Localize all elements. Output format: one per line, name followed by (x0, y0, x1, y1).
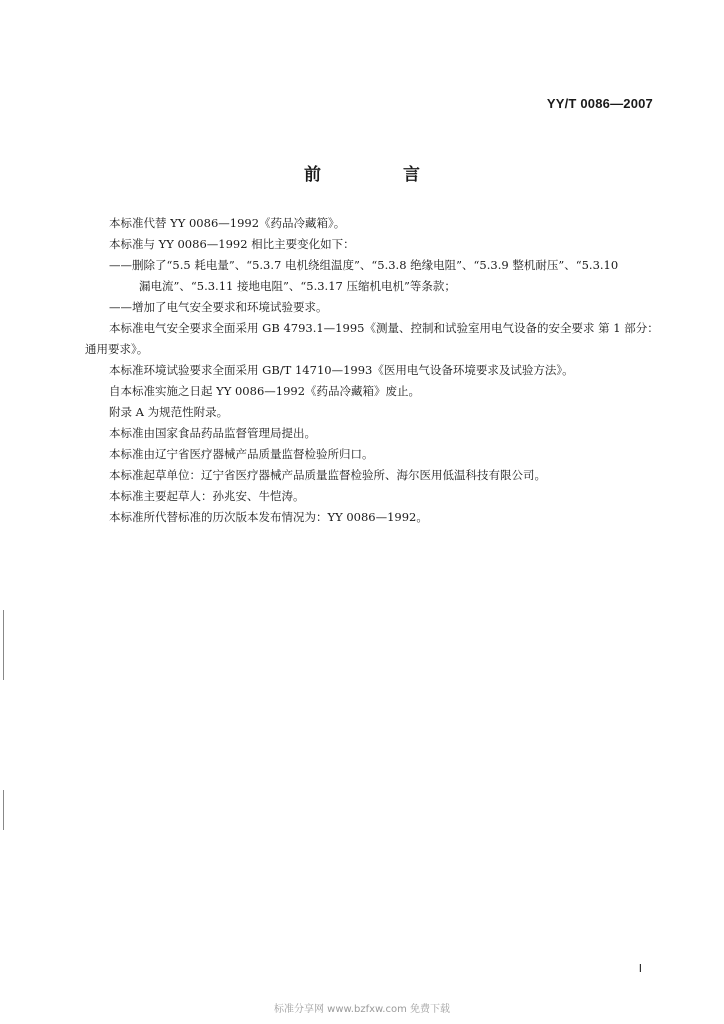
change-item-deleted-line2: 漏电流”、“5.3.11 接地电阻”、“5.3.17 压缩机电机”等条款； (139, 279, 456, 293)
change-item-added: ——增加了电气安全要求和环境试验要求。 (109, 300, 328, 314)
scan-edge-mark (3, 610, 4, 680)
paragraph-electrical-safety: 本标准电气安全要求全面采用 GB 4793.1—1995《测量、控制和试验室用电气设备的安全要求 第 1 部分：通用要求》。 (85, 321, 659, 356)
paragraph-centralized-by: 本标准由辽宁省医疗器械产品质量监督检验所归口。 (109, 447, 374, 461)
change-item-deleted (85, 255, 661, 297)
paragraph-drafters: 本标准主要起草人：孙兆安、牛恺涛。 (109, 489, 305, 503)
page-number: Ⅰ (638, 962, 642, 975)
paragraph-history: 本标准所代替标准的历次版本发布情况为：YY 0086—1992。 (109, 510, 428, 524)
paragraph-environment-test: 本标准环境试验要求全面采用 GB/T 14710—1993《医用电气设备环境要求及试验方法》。 (109, 363, 574, 377)
paragraph-annex: 附录 A 为规范性附录。 (109, 405, 229, 419)
paragraph-proposed-by: 本标准由国家食品药品监督管理局提出。 (109, 426, 316, 440)
change-item-deleted-line1: ——删除了“5.5 耗电量”、“5.3.7 电机绕组温度”、“5.3.8 绝缘电阻”、“5.3.9 整机耐压”、“5.3.10 (109, 258, 619, 272)
paragraph-drafting-units: 本标准起草单位：辽宁省医疗器械产品质量监督检验所、海尔医用低温科技有限公司。 (109, 468, 546, 482)
paragraph-changes-intro: 本标准与 YY 0086—1992 相比主要变化如下： (109, 237, 355, 251)
paragraph-replaces: 本标准代替 YY 0086—1992《药品冷藏箱》。 (109, 216, 346, 230)
footer-watermark[interactable]: 标准分享网 www.bzfxw.com 免费下载 (274, 1004, 450, 1015)
standard-number: YY/T 0086—2007 (546, 96, 653, 111)
foreword-body (85, 213, 661, 528)
page-title: 前 言 (304, 165, 458, 185)
scan-edge-mark (3, 790, 4, 830)
paragraph-supersede: 自本标准实施之日起 YY 0086—1992《药品冷藏箱》废止。 (109, 384, 421, 398)
